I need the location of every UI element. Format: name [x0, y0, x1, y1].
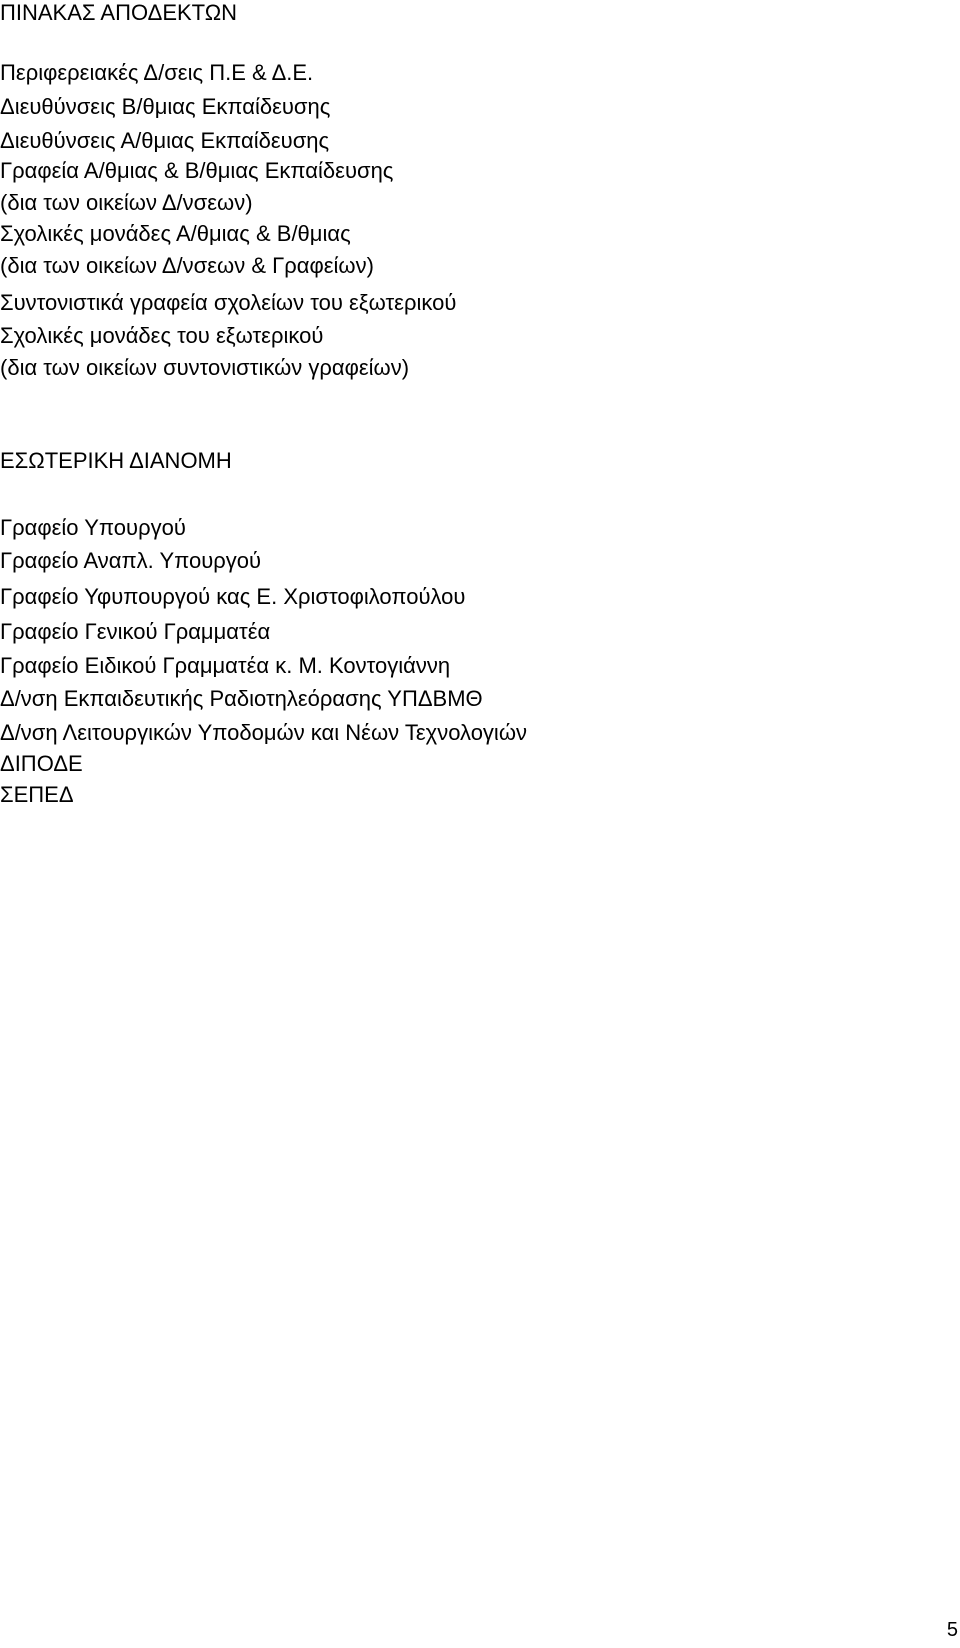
recipient-item: Διευθύνσεις Α/θμιας Εκπαίδευσης: [0, 128, 330, 153]
recipient-item: (δια των οικείων συντονιστικών γραφείων): [0, 355, 410, 380]
recipient-item: (δια των οικείων Δ/νσεων & Γραφείων): [0, 253, 374, 278]
page-number: 5: [946, 1619, 958, 1641]
internal-distribution-item: Γραφείο Αναπλ. Υπουργού: [0, 548, 262, 573]
recipient-item: Σχολικές μονάδες Α/θμιας & Β/θμιας: [0, 221, 351, 246]
internal-distribution-item: Γραφείο Υπουργού: [0, 515, 186, 540]
internal-distribution-item: Δ/νση Εκπαιδευτικής Ραδιοτηλεόρασης ΥΠΔΒΜΘ: [0, 686, 483, 711]
document-title: ΠΙΝΑΚΑΣ ΑΠΟΔΕΚΤΩΝ: [0, 0, 238, 25]
internal-distribution-item: ΣΕΠΕΔ: [0, 782, 74, 807]
recipient-item: Συντονιστικά γραφεία σχολείων του εξωτερικού: [0, 290, 457, 315]
recipient-item: Γραφεία Α/θμιας & Β/θμιας Εκπαίδευσης: [0, 158, 394, 183]
recipient-item: Διευθύνσεις Β/θμιας Εκπαίδευσης: [0, 94, 331, 119]
internal-distribution-item: Γραφείο Υφυπουργού κας Ε. Χριστοφιλοπούλου: [0, 584, 466, 609]
internal-distribution-item: Δ/νση Λειτουργικών Υποδομών και Νέων Τεχνολογιών: [0, 720, 528, 745]
internal-distribution-item: Γραφείο Γενικού Γραμματέα: [0, 619, 271, 644]
internal-distribution-heading: ΕΣΩΤΕΡΙΚΗ ΔΙΑΝΟΜΗ: [0, 448, 232, 473]
recipient-item: Περιφερειακές Δ/σεις Π.Ε & Δ.Ε.: [0, 60, 314, 85]
internal-distribution-item: Γραφείο Ειδικού Γραμματέα κ. Μ. Κοντογιάννη: [0, 653, 451, 678]
internal-distribution-item: ΔΙΠΟΔΕ: [0, 751, 83, 776]
recipient-item: Σχολικές μονάδες του εξωτερικού: [0, 323, 324, 348]
recipient-item: (δια των οικείων Δ/νσεων): [0, 190, 253, 215]
